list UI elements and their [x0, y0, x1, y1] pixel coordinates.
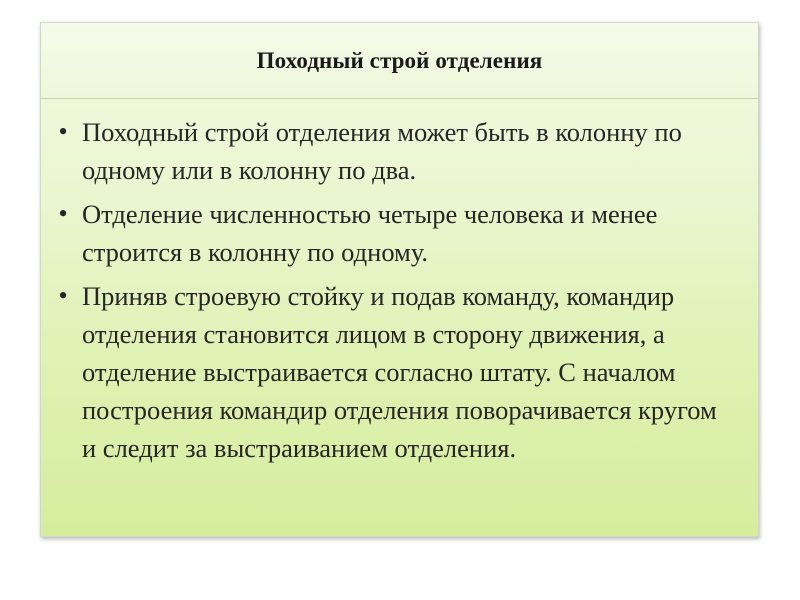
bullet-list: [41, 113, 758, 467]
slide-title: Походный строй отделения: [256, 47, 543, 73]
list-item: [41, 277, 758, 467]
slide-header: [41, 23, 758, 99]
bullet-text: Приняв строевую стойку и подав команду, командир отделения становится лицом в сторону движения, а отделение выстраивается согласно штату. С началом построения командир отделения поворачивается кругом и следит за выстраиванием отделения.: [82, 281, 717, 463]
list-item: [41, 113, 758, 189]
bullet-text: Отделение численностью четыре человека и менее строится в колонну по одному.: [82, 199, 658, 267]
bullet-icon: •: [58, 281, 68, 310]
bullet-text: Походный строй отделения может быть в колонну по одному или в колонну по два.: [82, 117, 682, 185]
slide-body: [41, 113, 758, 473]
slide-card: [40, 22, 759, 537]
list-item: [41, 195, 758, 271]
bullet-icon: •: [58, 117, 68, 146]
bullet-icon: •: [58, 199, 68, 228]
